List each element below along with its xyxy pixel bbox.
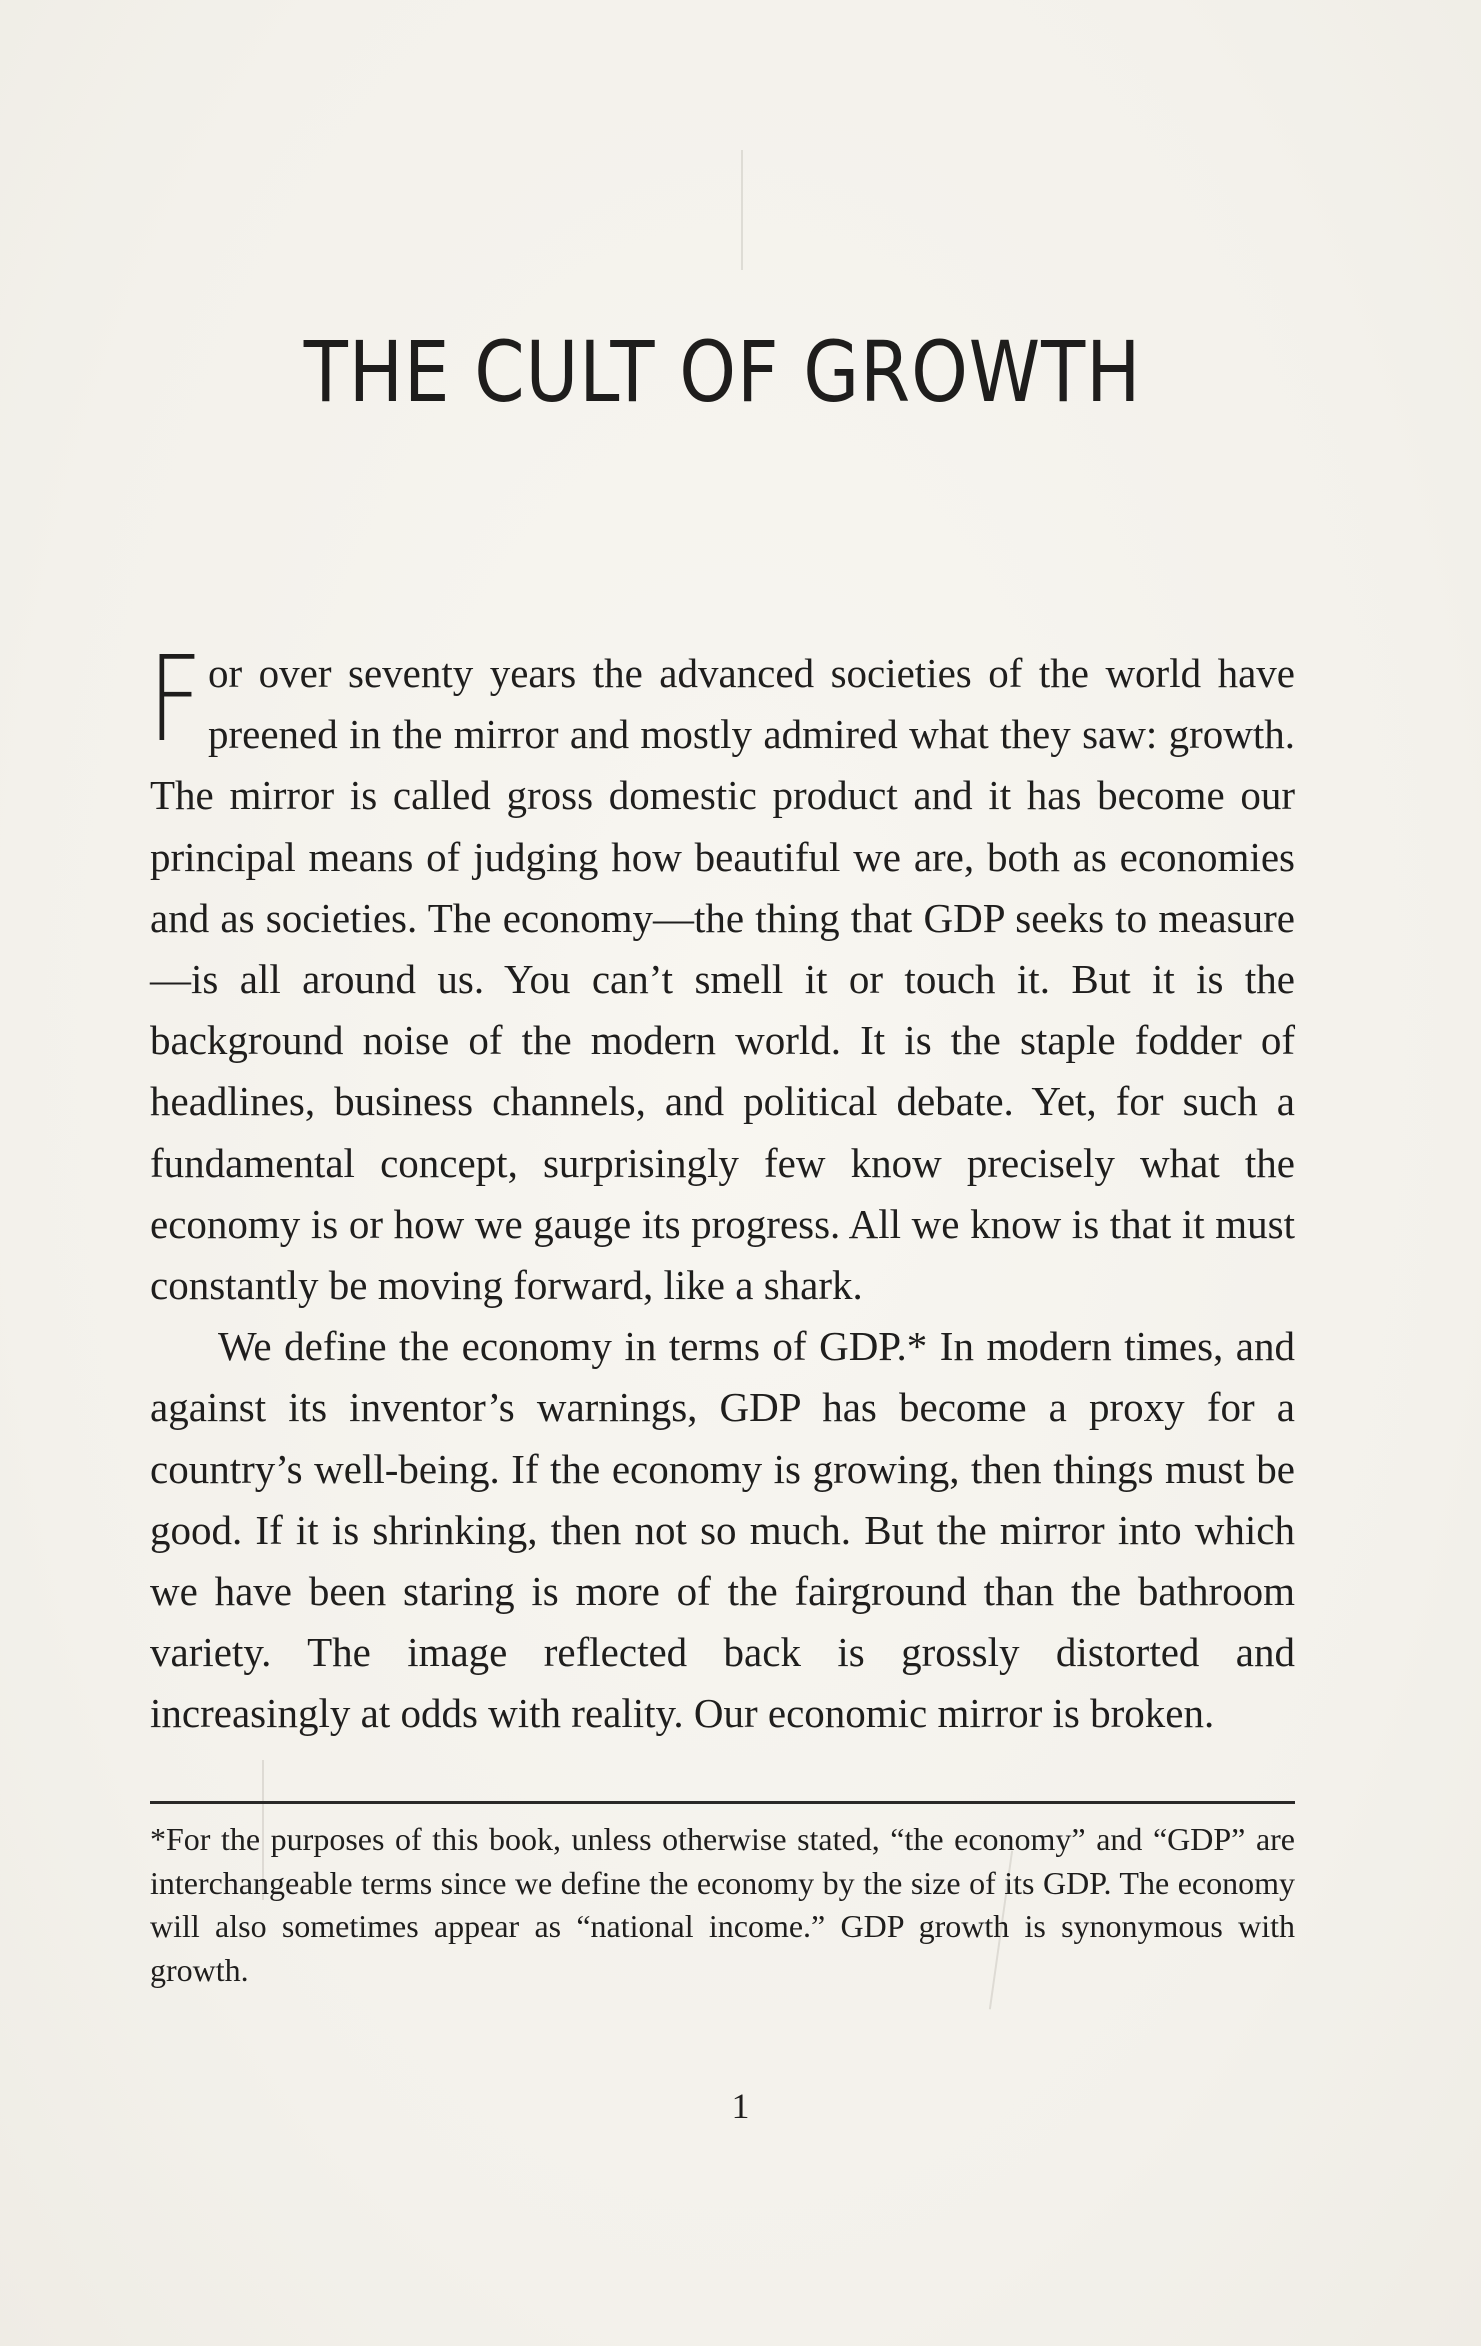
opening-paragraph-text: or over seventy years the advanced societies of the world have preened in the mirror and mostly admired what they saw: growth. The mirror is called gross domestic product and it has become our principal means of judging how beautiful we are, both as economies and as societies. The economy—the thing that GDP seeks to measure—is all around us. You can’t smell it or touch it. But it is the background noise of the modern world. It is the staple fodder of headlines, business channels, and political debate. Yet, for such a fundamental concept, surprisingly few know precisely what the economy is or how we gauge its progress. All we know is that it must constantly be moving forward, like a shark. bbox=[150, 650, 1295, 1309]
chapter-title: THE CULT OF GROWTH bbox=[303, 323, 1142, 421]
page-number: 1 bbox=[731, 2086, 750, 2126]
footnote: *For the purposes of this book, unless otherwise stated, “the economy” and “GDP” are interchangeable terms since we define the economy by the size of its GDP. The economy will also sometimes appear as “national income.” GDP growth is synonymous with growth. bbox=[150, 1821, 1295, 1988]
opening-paragraph bbox=[148, 630, 1295, 1316]
second-paragraph: We define the economy in terms of GDP.* In modern times, and against its inventor’s warnings, GDP has become a proxy for a country’s well-being. If the economy is growing, then things must be good. If it is shrinking, then not so much. But the mirror into which we have been staring is more of the fairground than the bathroom variety. The image reflected back is grossly distorted and increasingly at odds with reality. Our economic mirror is broken. bbox=[150, 1323, 1295, 1737]
drop-cap: F bbox=[148, 630, 203, 768]
scan-artifact bbox=[741, 150, 743, 270]
footnote-divider bbox=[150, 1801, 1295, 1804]
chapter-body bbox=[148, 630, 1295, 1745]
